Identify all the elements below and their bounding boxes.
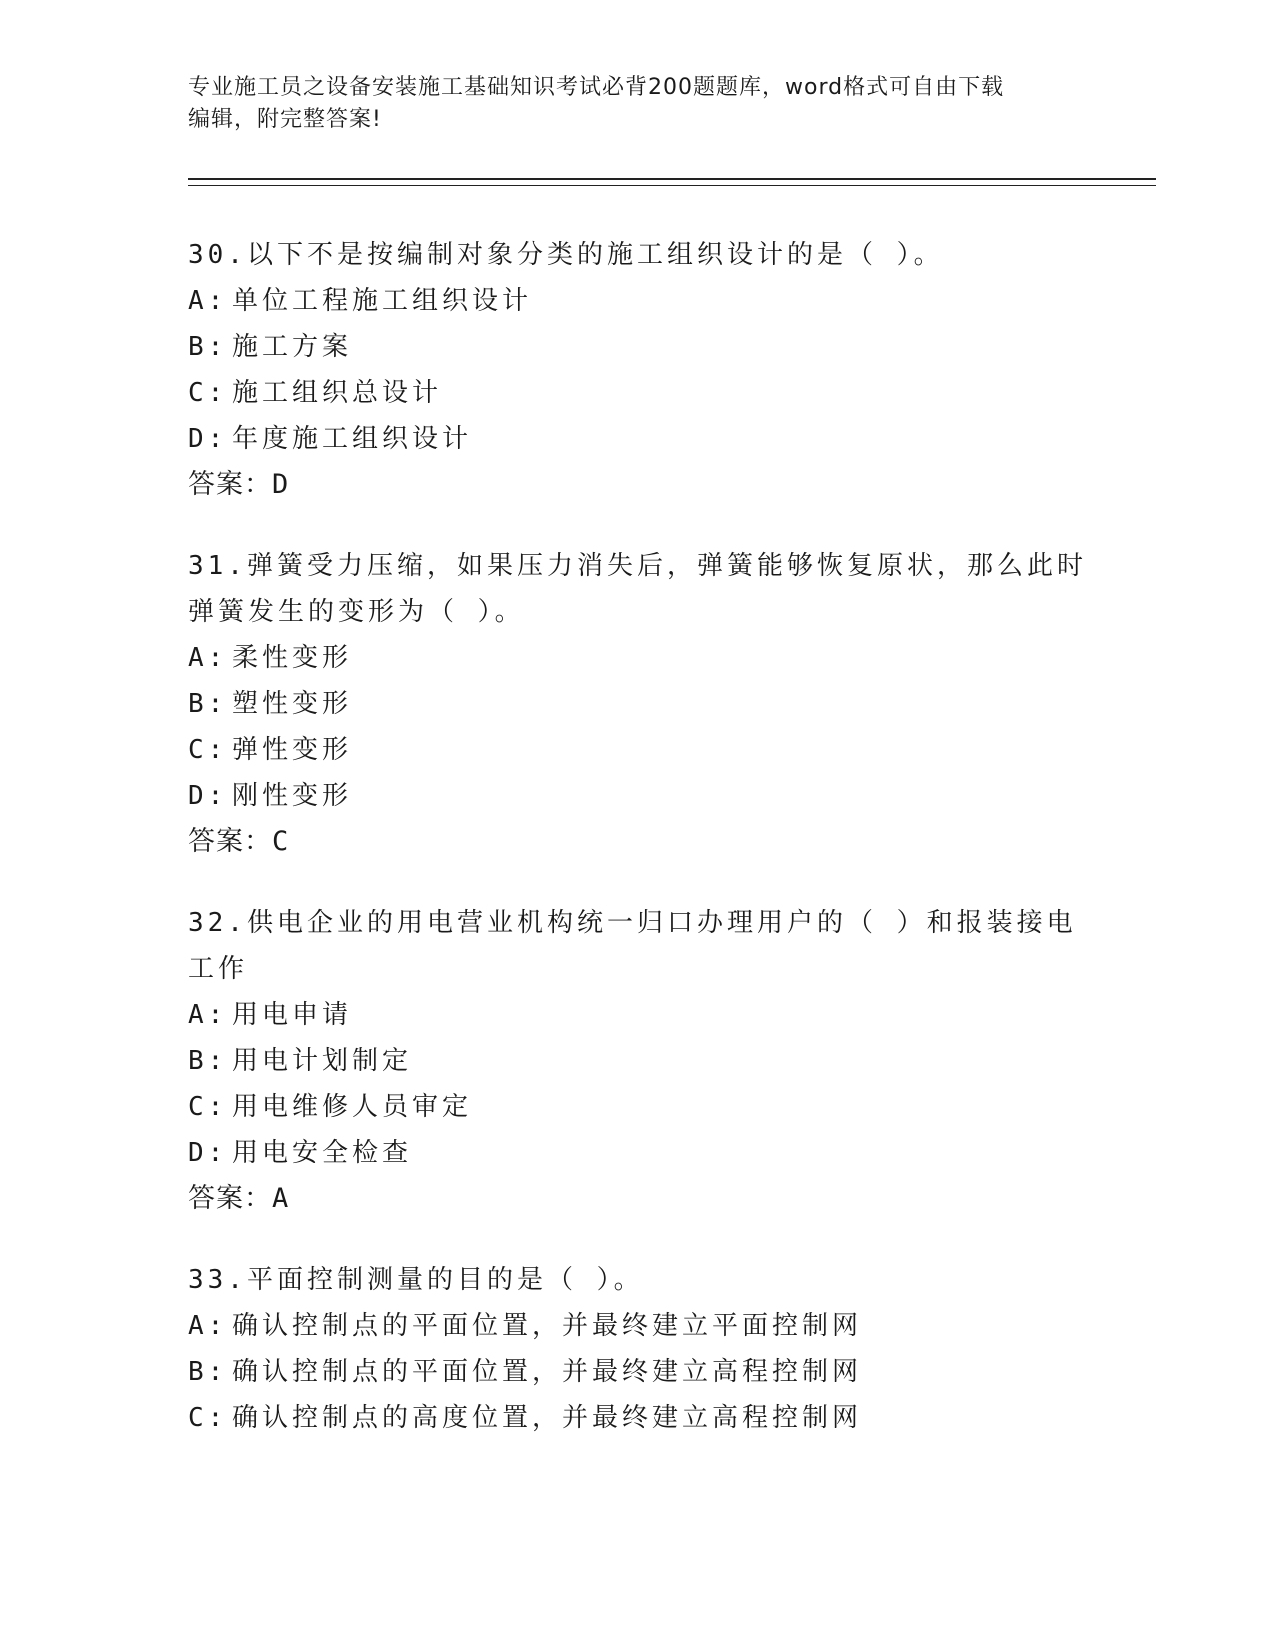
option-b (188, 324, 1088, 370)
option-d (188, 1130, 1088, 1176)
option-text: 刚性变形 (232, 781, 353, 811)
option-text: 用电维修人员审定 (232, 1092, 473, 1122)
header-line-1: 专业施工员之设备安装施工基础知识考试必背200题题库，word格式可自由下载 (188, 75, 1005, 100)
option-text: 单位工程施工组织设计 (232, 286, 533, 316)
answer-line (188, 462, 1088, 508)
option-letter: A: (188, 286, 228, 316)
option-a (188, 1303, 1088, 1349)
option-d (188, 416, 1088, 462)
option-text: 确认控制点的平面位置，并最终建立高程控制网 (232, 1357, 863, 1387)
option-a (188, 278, 1088, 324)
option-text: 年度施工组织设计 (232, 424, 473, 454)
option-a (188, 635, 1088, 681)
option-letter: B: (188, 332, 228, 362)
answer-value: D (272, 469, 290, 500)
option-text: 塑性变形 (232, 689, 353, 719)
option-text: 柔性变形 (232, 643, 353, 673)
option-b (188, 1038, 1088, 1084)
question-32 (188, 900, 1088, 1222)
answer-label: 答案： (188, 469, 272, 500)
option-c (188, 1395, 1088, 1441)
option-letter: C: (188, 1092, 228, 1122)
option-text: 施工组织总设计 (232, 378, 443, 408)
answer-line (188, 819, 1088, 865)
option-d (188, 773, 1088, 819)
question-text: 31.弹簧受力压缩，如果压力消失后，弹簧能够恢复原状，那么此时弹簧发生的变形为（ ）。 (188, 551, 1087, 627)
header-divider (188, 178, 1156, 186)
option-b (188, 681, 1088, 727)
question-text: 30.以下不是按编制对象分类的施工组织设计的是（ ）。 (188, 240, 944, 270)
answer-value: C (272, 826, 290, 857)
option-letter: C: (188, 378, 228, 408)
option-c (188, 1084, 1088, 1130)
option-letter: D: (188, 1138, 228, 1168)
option-text: 确认控制点的平面位置，并最终建立平面控制网 (232, 1311, 863, 1341)
option-letter: A: (188, 1000, 228, 1030)
option-text: 弹性变形 (232, 735, 353, 765)
answer-label: 答案： (188, 1183, 272, 1214)
page-header (188, 72, 1088, 136)
answer-label: 答案： (188, 826, 272, 857)
answer-value: A (272, 1183, 290, 1214)
option-a (188, 992, 1088, 1038)
option-c (188, 370, 1088, 416)
option-text: 确认控制点的高度位置，并最终建立高程控制网 (232, 1403, 863, 1433)
question-text: 32.供电企业的用电营业机构统一归口办理用户的（ ）和报装接电工作 (188, 908, 1077, 984)
question-text: 33.平面控制测量的目的是（ ）。 (188, 1265, 644, 1295)
option-letter: A: (188, 643, 228, 673)
option-letter: B: (188, 1046, 228, 1076)
option-letter: C: (188, 1403, 228, 1433)
option-text: 施工方案 (232, 332, 353, 362)
option-letter: B: (188, 689, 228, 719)
option-letter: D: (188, 424, 228, 454)
option-text: 用电计划制定 (232, 1046, 413, 1076)
option-letter: B: (188, 1357, 228, 1387)
option-letter: D: (188, 781, 228, 811)
option-letter: C: (188, 735, 228, 765)
option-text: 用电申请 (232, 1000, 353, 1030)
answer-line (188, 1176, 1088, 1222)
question-31 (188, 543, 1088, 865)
question-list (188, 232, 1088, 1476)
option-letter: A: (188, 1311, 228, 1341)
question-30 (188, 232, 1088, 508)
option-text: 用电安全检查 (232, 1138, 413, 1168)
header-line-2: 编辑，附完整答案! (188, 107, 382, 132)
option-c (188, 727, 1088, 773)
option-b (188, 1349, 1088, 1395)
question-33 (188, 1257, 1088, 1441)
